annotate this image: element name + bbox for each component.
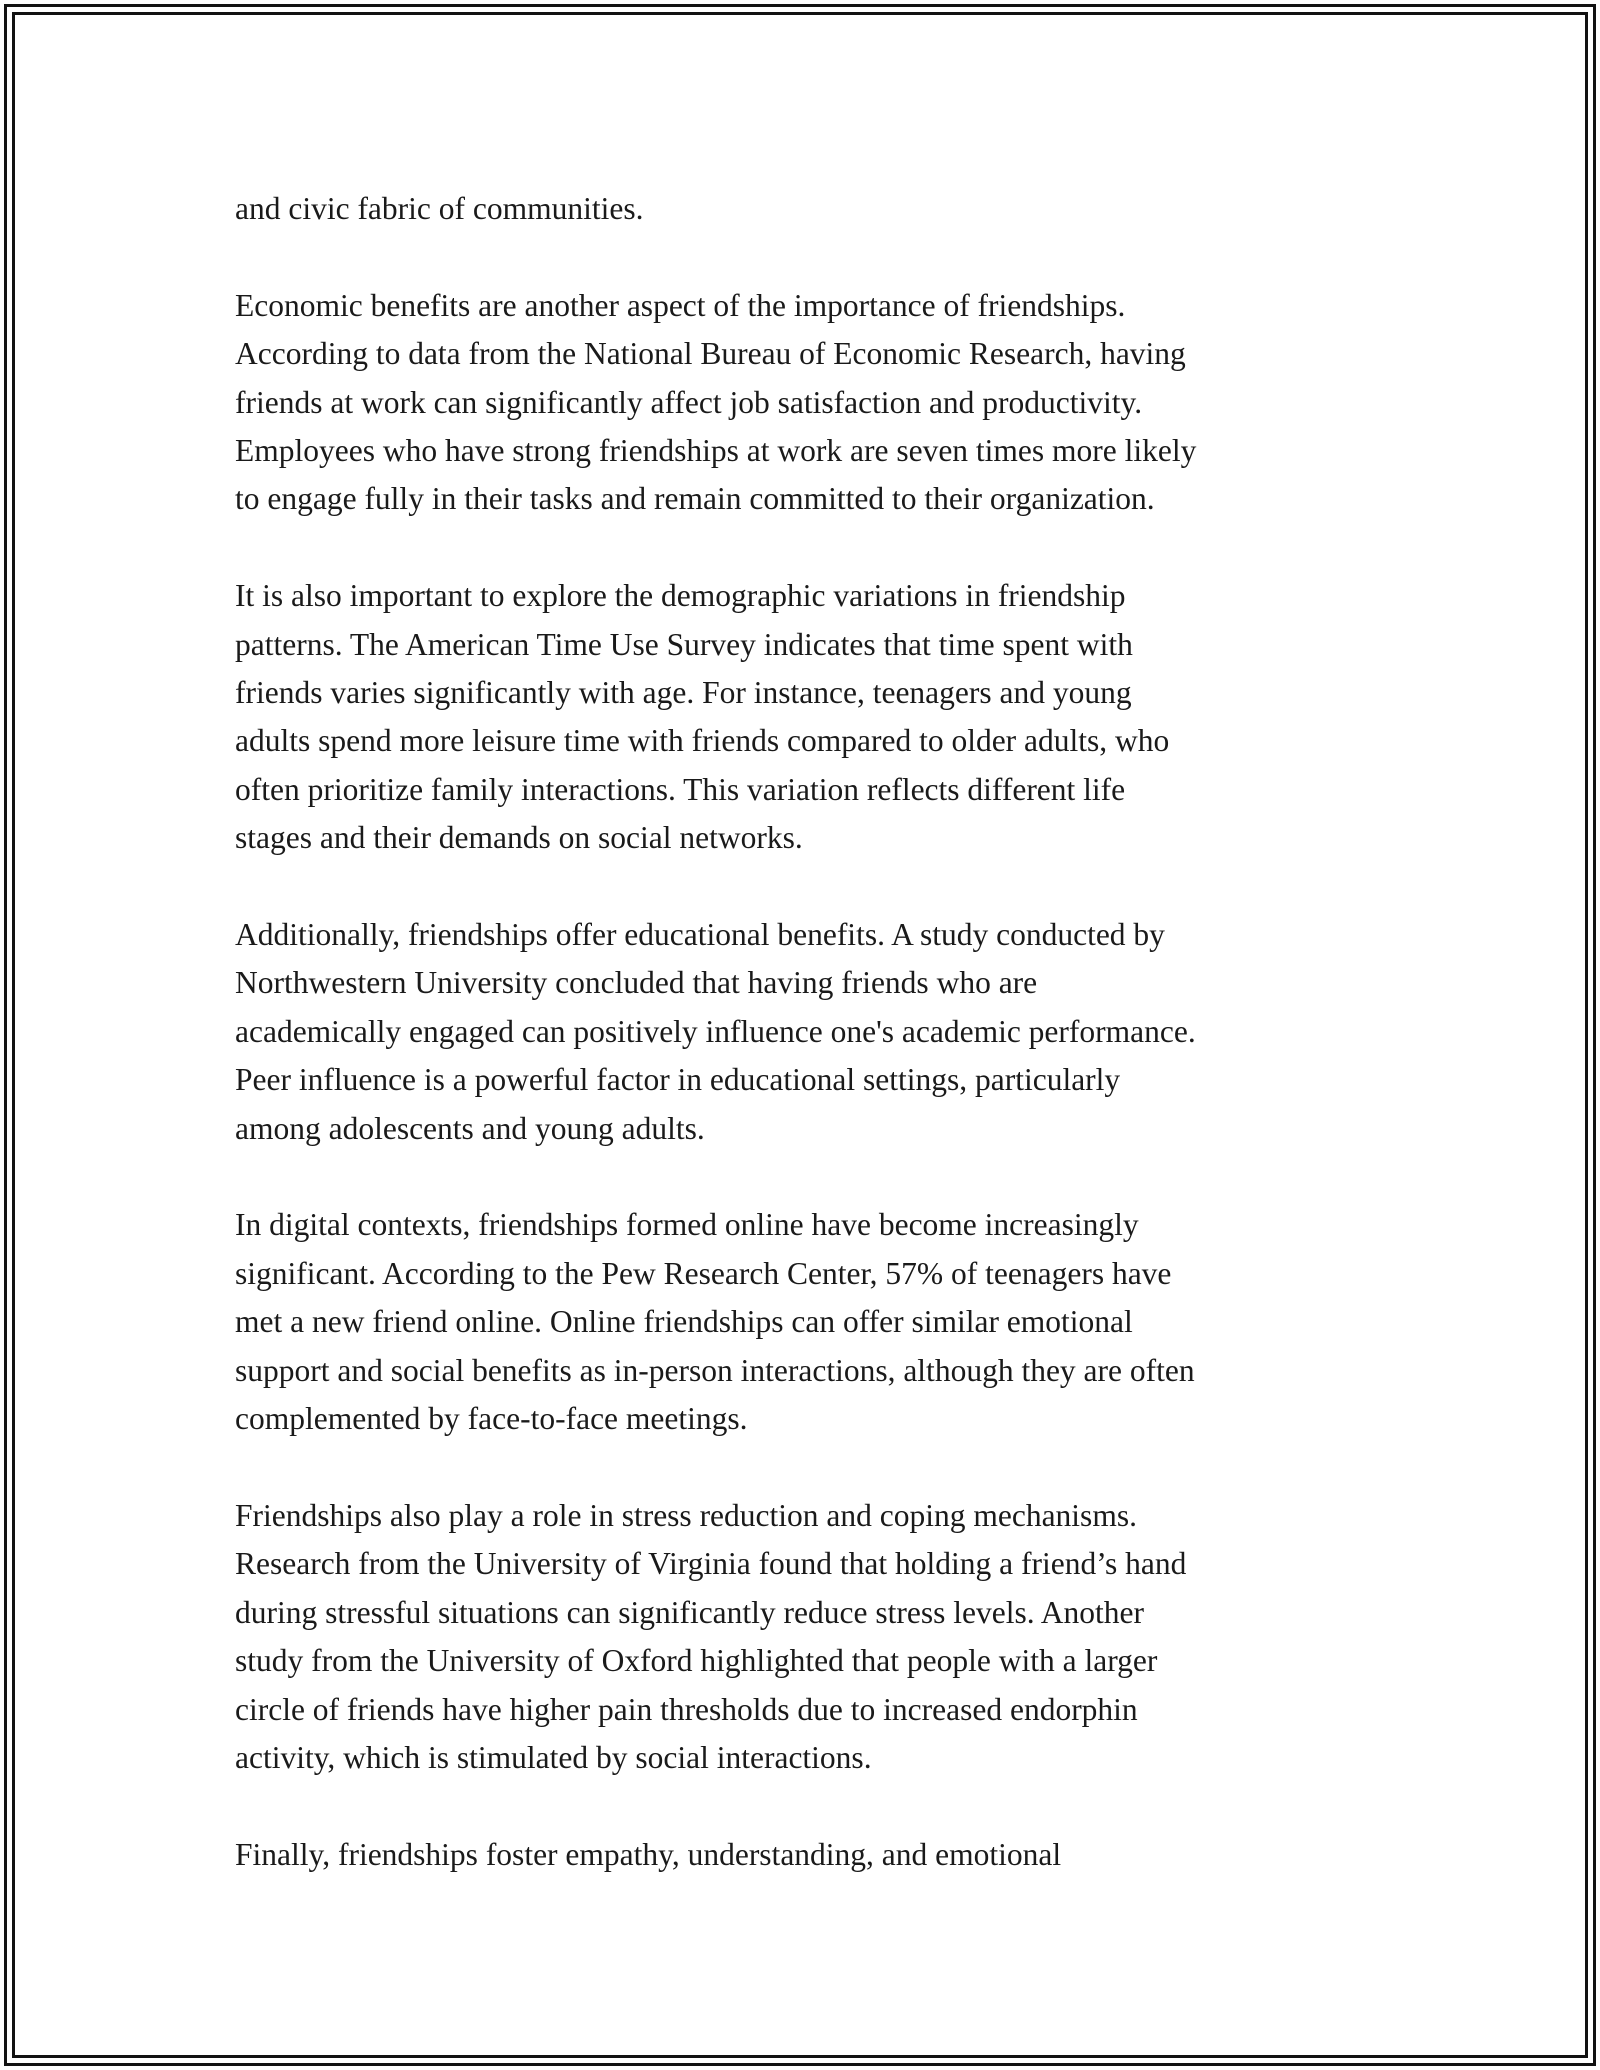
text-line: among adolescents and young adults. — [235, 1110, 705, 1146]
text-line: Peer influence is a powerful factor in educational settings, particularly — [235, 1062, 1121, 1098]
text-line: It is also important to explore the demographic variations in friendship — [235, 578, 1126, 614]
paragraph-1 — [235, 185, 1375, 233]
text-line: stages and their demands on social networks. — [235, 820, 803, 856]
text-line: during stressful situations can significantly reduce stress levels. Another — [235, 1594, 1144, 1630]
text-line: Northwestern University concluded that having friends who are — [235, 965, 1038, 1001]
paragraph-5 — [235, 1201, 1375, 1443]
text-line: academically engaged can positively influence one's academic performance. — [235, 1013, 1196, 1049]
paragraph-4 — [235, 911, 1375, 1153]
text-line: adults spend more leisure time with friends compared to older adults, who — [235, 723, 1170, 759]
text-line: and civic fabric of communities. — [235, 191, 644, 226]
text-line: Friendships also play a role in stress reduction and coping mechanisms. — [235, 1497, 1137, 1533]
paragraph-6 — [235, 1492, 1375, 1782]
text-line: Research from the University of Virginia found that holding a friend’s hand — [235, 1546, 1187, 1582]
text-line: Employees who have strong friendships at work are seven times more likely — [235, 433, 1197, 469]
text-line: to engage fully in their tasks and remain committed to their organization. — [235, 481, 1155, 517]
text-line: support and social benefits as in-person interactions, although they are often — [235, 1352, 1195, 1388]
text-line: patterns. The American Time Use Survey indicates that time spent with — [235, 626, 1133, 662]
paragraph-7 — [235, 1831, 1375, 1879]
text-line: Economic benefits are another aspect of the importance of friendships. — [235, 287, 1126, 323]
text-line: Additionally, friendships offer educational benefits. A study conducted by — [235, 917, 1165, 953]
text-line: study from the University of Oxford highlighted that people with a larger — [235, 1643, 1158, 1679]
text-line: In digital contexts, friendships formed online have become increasingly — [235, 1207, 1139, 1243]
text-line: According to data from the National Bureau of Economic Research, having — [235, 336, 1186, 372]
text-line: significant. According to the Pew Research Center, 57% of teenagers have — [235, 1255, 1172, 1291]
text-line: complemented by face-to-face meetings. — [235, 1401, 748, 1437]
text-line: friends at work can significantly affect job satisfaction and productivity. — [235, 384, 1143, 420]
text-line: circle of friends have higher pain thresholds due to increased endorphin — [235, 1691, 1138, 1727]
document-body — [235, 185, 1375, 1928]
text-line: often prioritize family interactions. This variation reflects different life — [235, 771, 1126, 807]
text-line: Finally, friendships foster empathy, understanding, and emotional — [235, 1836, 1062, 1872]
paragraph-2 — [235, 282, 1375, 524]
text-line: activity, which is stimulated by social interactions. — [235, 1739, 872, 1775]
text-line: met a new friend online. Online friendships can offer similar emotional — [235, 1304, 1133, 1340]
text-line: friends varies significantly with age. For instance, teenagers and young — [235, 675, 1132, 711]
paragraph-3 — [235, 572, 1375, 862]
